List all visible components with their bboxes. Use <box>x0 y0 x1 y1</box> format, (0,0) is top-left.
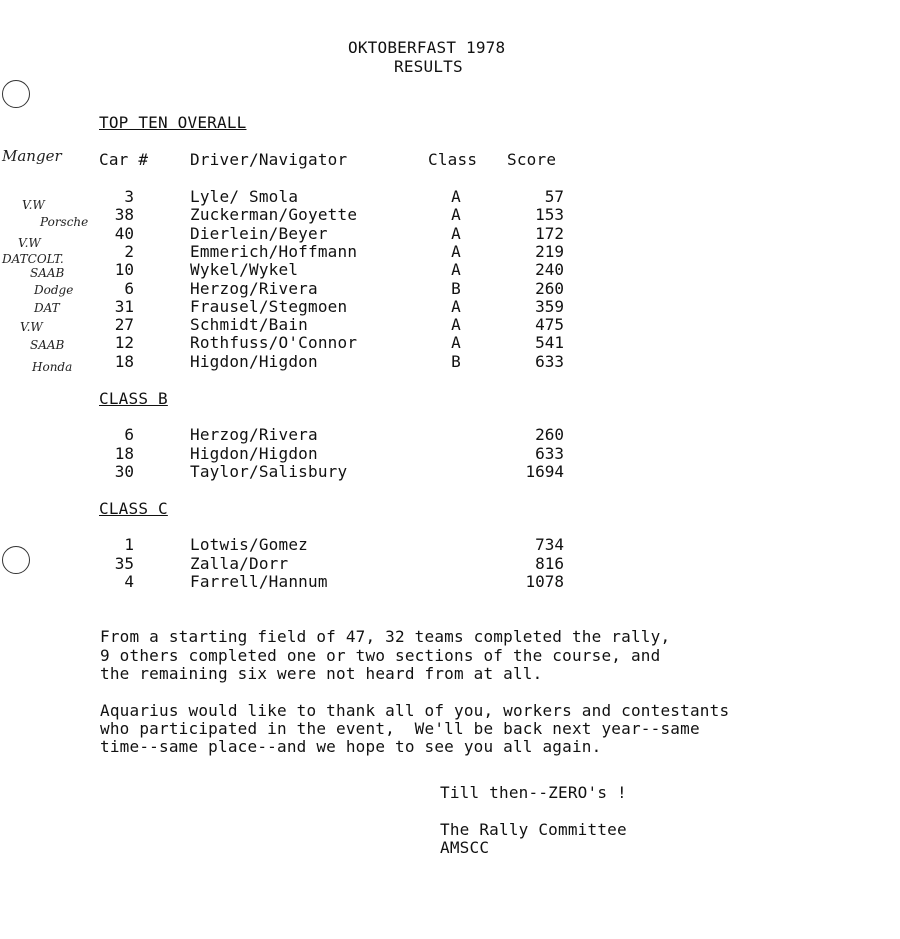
punch-hole-top <box>2 80 30 108</box>
column-header-driver: Driver/Navigator <box>190 150 348 169</box>
table-cell-score: 475 <box>535 315 564 334</box>
table-cell-score: 172 <box>535 224 564 243</box>
handwritten-note: SAAB <box>30 266 65 280</box>
table-cell-driver: Wykel/Wykel <box>190 260 299 279</box>
handwritten-note: V.W <box>20 320 43 334</box>
column-header-class: Class <box>428 150 478 169</box>
table-cell-car: 10 <box>114 260 134 279</box>
table-cell-driver: Dierlein/Beyer <box>190 224 328 243</box>
signature-line-2: AMSCC <box>440 838 490 857</box>
table-cell-driver: Taylor/Salisbury <box>190 462 348 481</box>
handwritten-note: V.W <box>22 198 45 212</box>
table-cell-driver: Emmerich/Hoffmann <box>190 242 358 261</box>
class-c-heading: CLASS C <box>99 499 168 518</box>
table-cell-class: B <box>451 279 461 298</box>
table-cell-driver: Rothfuss/O'Connor <box>190 333 358 352</box>
handwritten-header: Manger <box>2 147 62 165</box>
handwritten-note: DATCOLT. <box>2 252 64 266</box>
table-cell-class: B <box>451 352 461 371</box>
table-cell-car: 12 <box>114 333 134 352</box>
paragraph-2-line-3: time--same place--and we hope to see you all again. <box>100 737 602 756</box>
handwritten-note: Honda <box>32 360 73 374</box>
table-cell-driver: Farrell/Hannum <box>190 572 328 591</box>
table-cell-driver: Zalla/Dorr <box>190 554 289 573</box>
table-cell-score: 734 <box>535 535 564 554</box>
table-cell-score: 260 <box>535 279 564 298</box>
table-cell-class: A <box>451 297 461 316</box>
table-cell-car: 38 <box>114 205 134 224</box>
handwritten-note: Dodge <box>34 283 74 297</box>
table-cell-score: 219 <box>535 242 564 261</box>
table-cell-class: A <box>451 205 461 224</box>
table-cell-class: A <box>451 187 461 206</box>
table-cell-class: A <box>451 333 461 352</box>
table-cell-car: 1 <box>124 535 134 554</box>
table-cell-class: A <box>451 260 461 279</box>
table-cell-car: 18 <box>114 444 134 463</box>
class-b-heading: CLASS B <box>99 389 168 408</box>
table-cell-car: 18 <box>114 352 134 371</box>
table-cell-car: 3 <box>124 187 134 206</box>
table-cell-driver: Higdon/Higdon <box>190 444 318 463</box>
paragraph-2-line-2: who participated in the event, We'll be back next year--same <box>100 719 700 738</box>
table-cell-car: 2 <box>124 242 134 261</box>
paragraph-1-line-2: 9 others completed one or two sections of the course, and <box>100 646 661 665</box>
table-cell-car: 6 <box>124 279 134 298</box>
page-subtitle: RESULTS <box>394 57 463 76</box>
table-cell-score: 260 <box>535 425 564 444</box>
paragraph-2-line-1: Aquarius would like to thank all of you, workers and contestants <box>100 701 730 720</box>
table-cell-score: 153 <box>535 205 564 224</box>
table-cell-car: 31 <box>114 297 134 316</box>
column-header-car: Car # <box>99 150 149 169</box>
table-cell-score: 541 <box>535 333 564 352</box>
table-cell-driver: Frausel/Stegmoen <box>190 297 348 316</box>
table-cell-score: 1078 <box>525 572 564 591</box>
paragraph-1-line-3: the remaining six were not heard from at all. <box>100 664 543 683</box>
table-cell-class: A <box>451 242 461 261</box>
table-cell-score: 633 <box>535 444 564 463</box>
table-cell-score: 1694 <box>525 462 564 481</box>
table-cell-driver: Schmidt/Bain <box>190 315 308 334</box>
table-cell-driver: Higdon/Higdon <box>190 352 318 371</box>
table-cell-score: 633 <box>535 352 564 371</box>
paragraph-1-line-1: From a starting field of 47, 32 teams completed the rally, <box>100 627 671 646</box>
table-cell-car: 4 <box>124 572 134 591</box>
handwritten-note: Porsche <box>40 215 89 229</box>
table-cell-score: 240 <box>535 260 564 279</box>
table-cell-car: 40 <box>114 224 134 243</box>
table-cell-class: A <box>451 224 461 243</box>
table-cell-car: 35 <box>114 554 134 573</box>
table-cell-driver: Zuckerman/Goyette <box>190 205 358 224</box>
top-ten-heading: TOP TEN OVERALL <box>99 113 247 132</box>
table-cell-car: 27 <box>114 315 134 334</box>
table-cell-car: 6 <box>124 425 134 444</box>
table-cell-score: 359 <box>535 297 564 316</box>
punch-hole-middle <box>2 546 30 574</box>
table-cell-class: A <box>451 315 461 334</box>
signature-line-1: The Rally Committee <box>440 820 627 839</box>
page-title: OKTOBERFAST 1978 <box>348 38 506 57</box>
handwritten-note: V.W <box>18 236 41 250</box>
closing-line: Till then--ZERO's ! <box>440 783 627 802</box>
handwritten-note: SAAB <box>30 338 65 352</box>
table-cell-driver: Lotwis/Gomez <box>190 535 308 554</box>
handwritten-note: DAT <box>34 301 60 315</box>
column-header-score: Score <box>507 150 557 169</box>
table-cell-driver: Lyle/ Smola <box>190 187 299 206</box>
table-cell-score: 57 <box>544 187 564 206</box>
table-cell-driver: Herzog/Rivera <box>190 425 318 444</box>
table-cell-driver: Herzog/Rivera <box>190 279 318 298</box>
table-cell-score: 816 <box>535 554 564 573</box>
table-cell-car: 30 <box>114 462 134 481</box>
